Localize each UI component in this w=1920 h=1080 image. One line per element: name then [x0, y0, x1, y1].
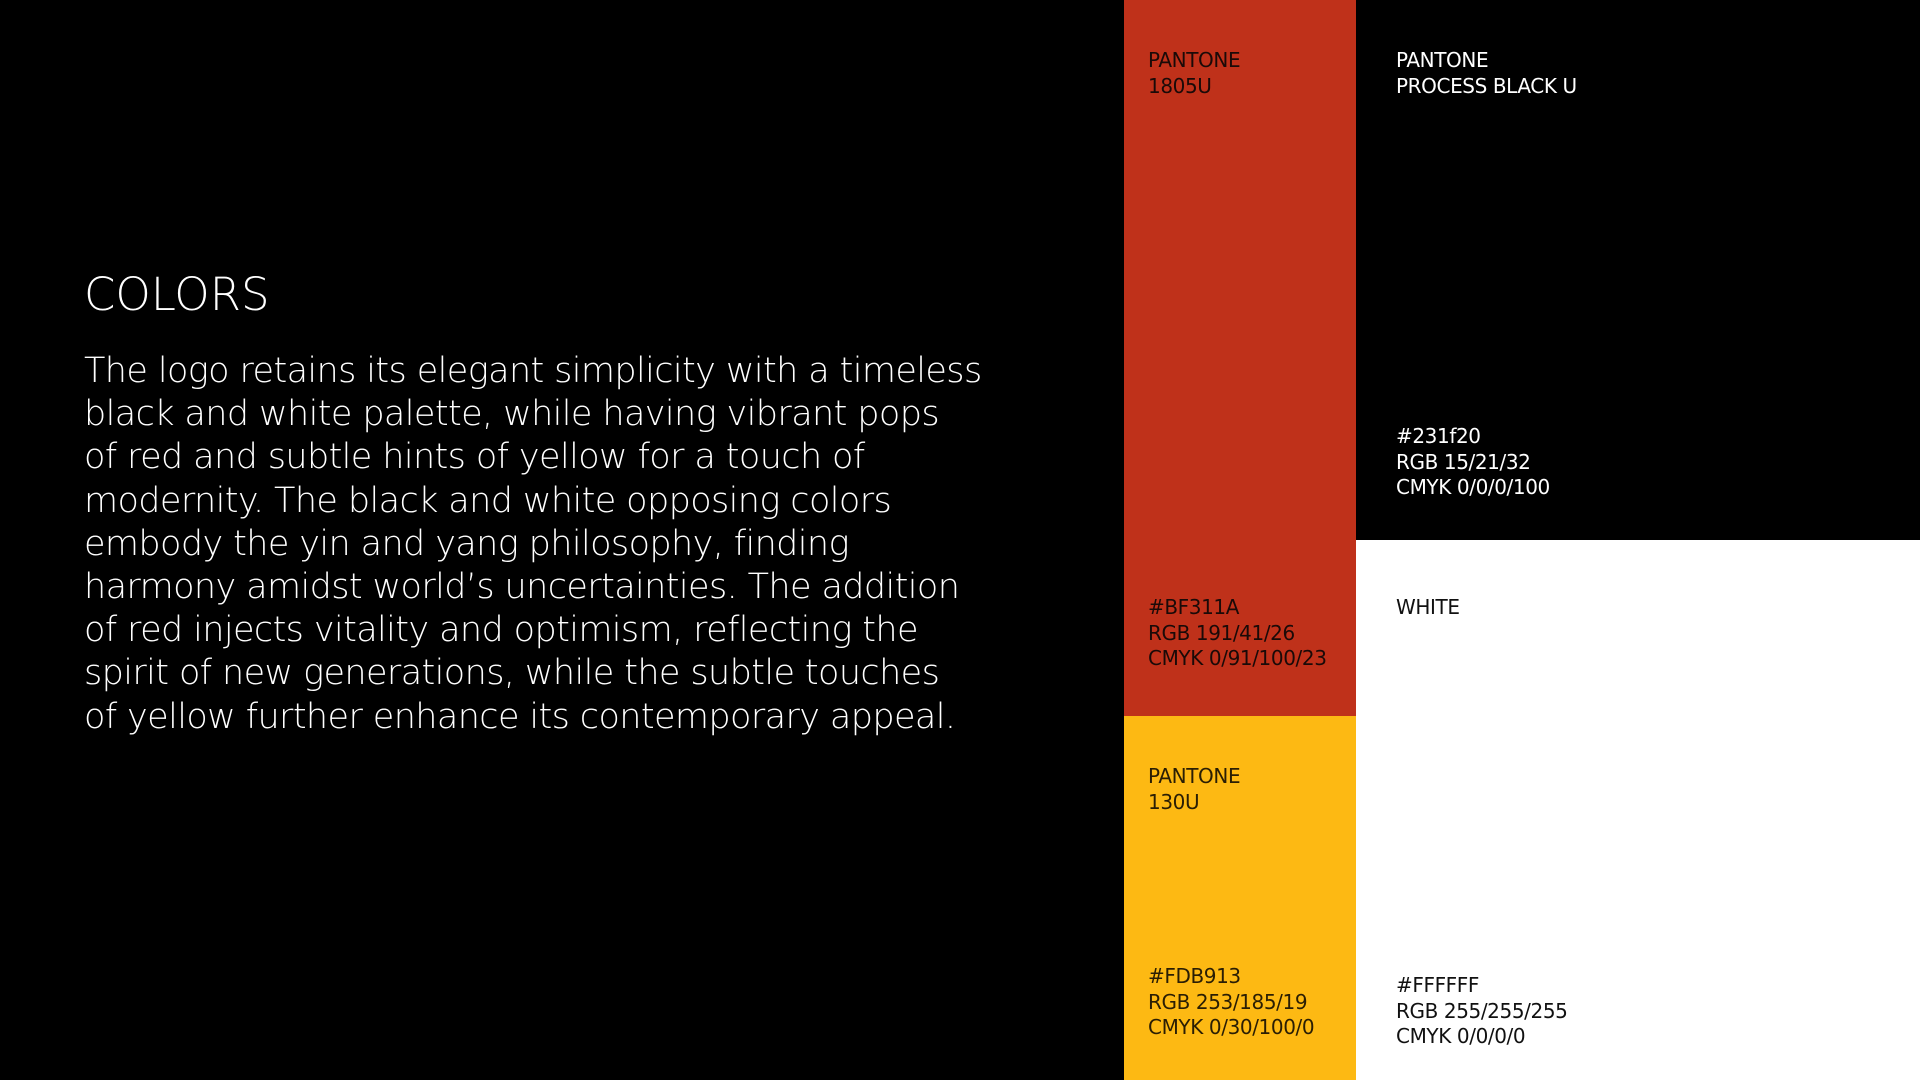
- pantone-code: 130U: [1148, 789, 1200, 814]
- pantone-code: PROCESS BLACK U: [1396, 73, 1577, 98]
- swatch-name: [1396, 595, 1460, 621]
- section-title: COLORS: [84, 268, 270, 321]
- pantone-code: 1805U: [1148, 73, 1212, 98]
- rgb-value: RGB 253/185/19: [1148, 989, 1308, 1014]
- pantone-label: PANTONE: [1148, 48, 1241, 72]
- swatch-values: [1148, 964, 1314, 1041]
- cmyk-value: CMYK 0/91/100/23: [1148, 646, 1327, 670]
- body-line: black and white palette, while having vibrant pops: [84, 394, 939, 435]
- swatch-pantone: [1396, 48, 1577, 99]
- rgb-value: RGB 15/21/32: [1396, 449, 1531, 474]
- section-body: [84, 350, 1044, 739]
- colors-description: [84, 268, 1044, 739]
- hex-value: #231f20: [1396, 424, 1481, 448]
- rgb-value: RGB 255/255/255: [1396, 998, 1568, 1023]
- swatch-black: [1356, 0, 1920, 540]
- body-line: The logo retains its elegant simplicity with a timeless: [84, 351, 982, 391]
- body-line: spirit of new generations, while the subtle touches: [84, 653, 940, 694]
- body-line: of red injects vitality and optimism, reflecting the: [84, 610, 918, 651]
- swatch-yellow: [1124, 716, 1356, 1080]
- body-line: of yellow further enhance its contemporary appeal.: [84, 696, 956, 737]
- color-name: WHITE: [1396, 595, 1460, 619]
- swatch-white: [1356, 540, 1920, 1080]
- cmyk-value: CMYK 0/0/0/0: [1396, 1024, 1526, 1048]
- cmyk-value: CMYK 0/30/100/0: [1148, 1015, 1315, 1039]
- hex-value: #BF311A: [1148, 595, 1240, 619]
- body-line: embody the yin and yang philosophy, finding: [84, 523, 849, 564]
- pantone-label: PANTONE: [1148, 764, 1241, 788]
- rgb-value: RGB 191/41/26: [1148, 620, 1295, 645]
- swatch-values: [1148, 595, 1327, 672]
- body-line: modernity. The black and white opposing colors: [84, 480, 892, 521]
- swatch-red: [1124, 0, 1356, 716]
- swatch-pantone: [1148, 764, 1240, 815]
- swatch-values: [1396, 424, 1550, 501]
- pantone-label: PANTONE: [1396, 48, 1489, 72]
- body-line: of red and subtle hints of yellow for a touch of: [84, 437, 865, 478]
- body-line: harmony amidst world’s uncertainties. The addition: [84, 567, 960, 608]
- hex-value: #FFFFFF: [1396, 973, 1479, 997]
- hex-value: #FDB913: [1148, 964, 1241, 988]
- swatch-values: [1396, 973, 1567, 1050]
- cmyk-value: CMYK 0/0/0/100: [1396, 475, 1550, 499]
- swatch-pantone: [1148, 48, 1240, 99]
